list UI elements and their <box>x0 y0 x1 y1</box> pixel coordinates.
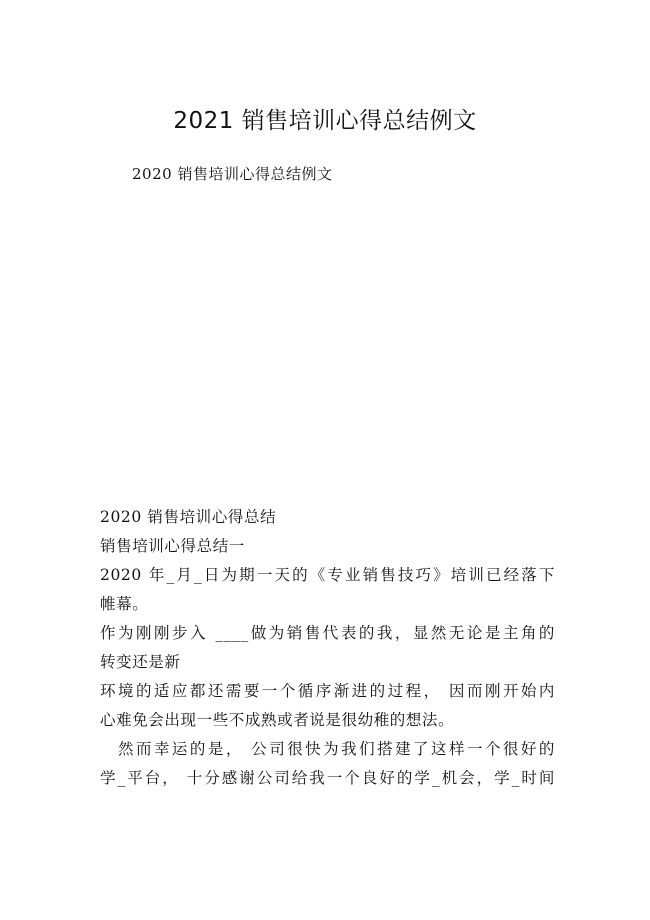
document-body <box>100 503 555 793</box>
section-subheading: 销售培训心得总结一 <box>100 537 245 555</box>
paragraph-line: 然而幸运的是， 公司很快为我们搭建了这样一个很好的 <box>118 740 555 758</box>
paragraph-line: 作为刚刚步入 ____做为销售代表的我，显然无论是主角的 <box>100 624 555 642</box>
document-subtitle: 2020 销售培训心得总结例文 <box>132 165 333 183</box>
paragraph-line: 学_平台， 十分感谢公司给我一个良好的学_机会，学_时间 <box>100 769 555 787</box>
section-heading: 2020 销售培训心得总结 <box>100 508 277 526</box>
paragraph-line: 转变还是新 <box>100 653 181 671</box>
paragraph-line: 环境的适应都还需要一个循序渐进的过程， 因而刚开始内 <box>100 682 555 700</box>
paragraph-line: 2020 年_月_日为期一天的《专业销售技巧》培训已经落下 <box>100 566 555 584</box>
paragraph-line: 帷幕。 <box>100 595 149 613</box>
document-title: 2021 销售培训心得总结例文 <box>173 108 477 134</box>
paragraph-line: 心难免会出现一些不成熟或者说是很幼稚的想法。 <box>100 711 455 729</box>
